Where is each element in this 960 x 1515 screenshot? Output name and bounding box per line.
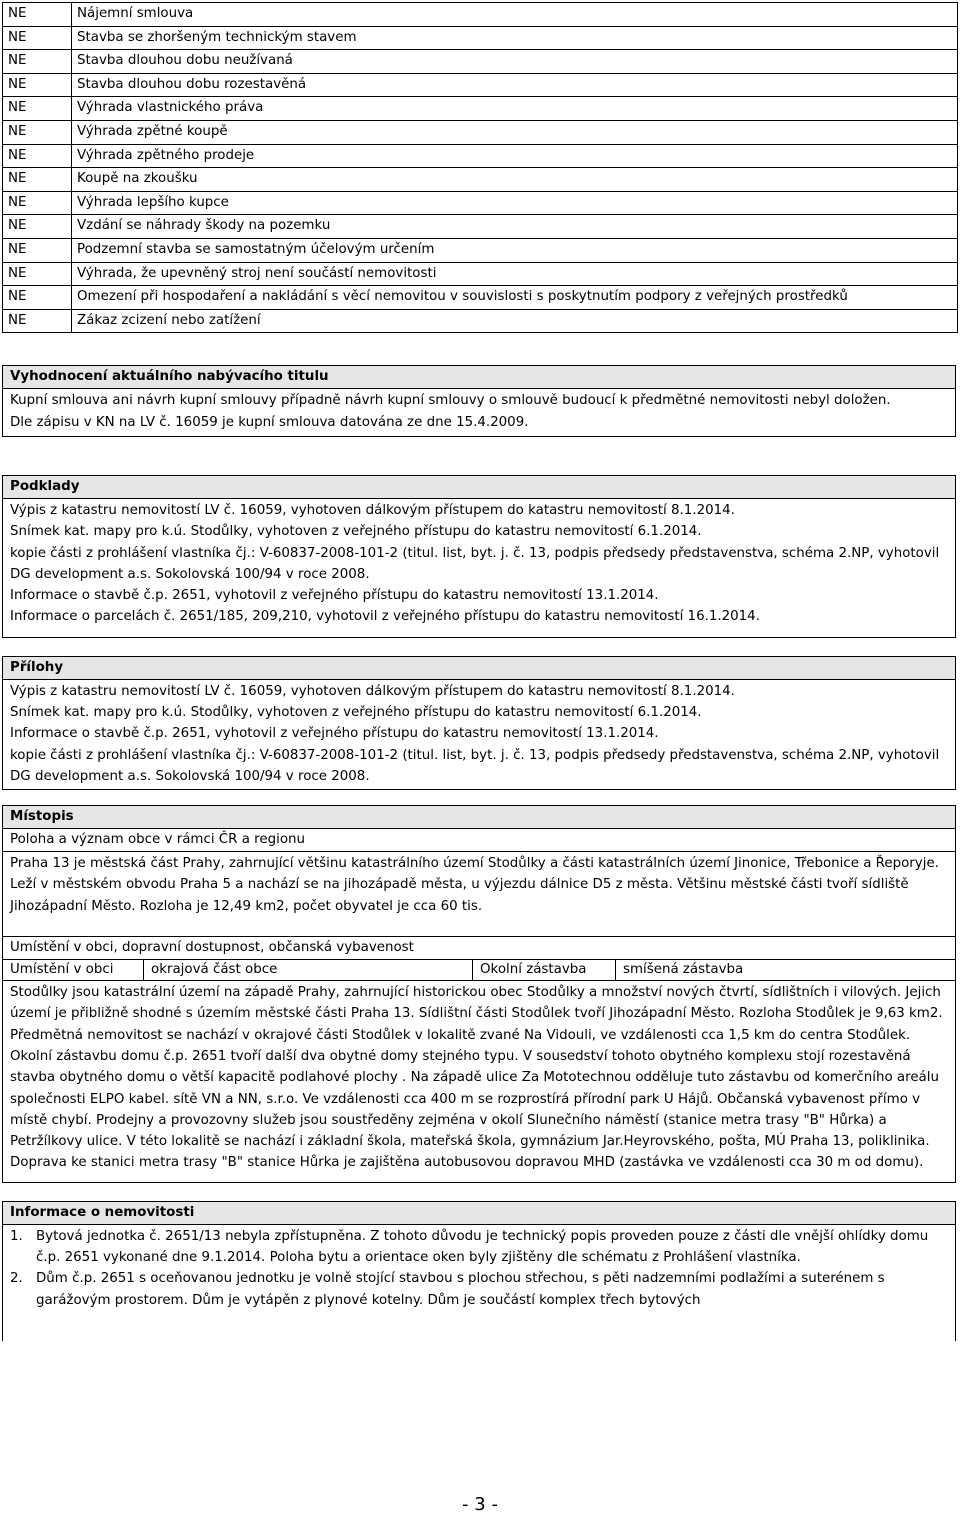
table-row (3, 238, 958, 262)
paragraph: Stodůlky jsou katastrální území na západě Prahy, zahrnující historickou obec Stodůlky a množství nových čtvrtí, sídlištních i vilových. Jejich území je přibližně shodné s územím městské části Praha 13. Sídlištní části Stodůlek tvoří Jihozápadní Město. Rozloha Stodůlek je 9,63 km2. Předmětná nemovitost se nachází v okrajové části Stodůlek v lokalitě zvané Na Vidouli, ve vzdálenosti cca 1,5 km do centra Stodůlek. (10, 985, 943, 1043)
label-cell: Omezení při hospodaření a nakládání s věcí nemovitou v souvislosti s poskytnutím podpory z veřejných prostředků (72, 286, 958, 310)
info-list (10, 1226, 948, 1311)
table-row (3, 97, 958, 121)
table-row (3, 50, 958, 74)
table-row (3, 215, 958, 239)
label-cell: Zákaz zcizení nebo zatížení (72, 309, 958, 333)
table-row (3, 309, 958, 333)
list-text: Bytová jednotka č. 2651/13 nebyla zpřístupněna. Z tohoto důvodu je technický popis proveden pouze z části dle vnější ohlídky domu č.p. 2651 vykonané dne 9.1.2014. Poloha bytu a orientace oken byly zjištěny dle schématu z Prohlášení vlastníka. (36, 1228, 929, 1266)
list-item: Výpis z katastru nemovitostí LV č. 16059, vyhotoven dálkovým přístupem do katastru nemovitostí 8.1.2014. (10, 502, 735, 518)
flag-cell: NE (3, 3, 72, 27)
section-title: Vyhodnocení aktuálního nabývacího titulu (3, 366, 955, 389)
table-row (3, 168, 958, 192)
list-item (10, 1268, 948, 1311)
section-informace (2, 1201, 956, 1341)
table-row (3, 286, 958, 310)
label-cell: Výhrada lepšího kupce (72, 191, 958, 215)
label-cell: Výhrada zpětné koupě (72, 120, 958, 144)
label-cell: Výhrada zpětného prodeje (72, 144, 958, 168)
label-cell: Stavba dlouhou dobu neužívaná (72, 50, 958, 74)
label-cell: Stavba dlouhou dobu rozestavěná (72, 73, 958, 97)
document-page (2, 2, 958, 1341)
paragraph: Kupní smlouva ani návrh kupní smlouvy případně návrh kupní smlouvy o smlouvě budoucí k předmětné nemovitosti nebyl doložen. (10, 393, 891, 409)
paragraph: Okolní zástavbu domu č.p. 2651 tvoří další dva obytné domy stejného typu. V sousedství tohoto obytného komplexu stojí rozestavěná stavba obytného domu o větší kapacitě podlahové plochy . Na západě ulice Za Mototechnou odděluje tuto zástavbu od komerčního areálu společnosti ELPO kabel. sítě VN a NN, s.r.o. Ve vzdálenosti cca 400 m se rozprostírá přírodní park U Hájů. Občanská vybavenost přímo v místě chybí. Prodejny a provozovny služeb jsou soustředěny zejména v okolí Slunečního náměstí (stanice metra trasy "B" Hůrka) a Petržílkovy ulice. V této lokalitě se nachází i základní škola, mateřská škola, gymnázium Jar.Heyrovského, pošta, MÚ Praha 13, poliklinika. Doprava ke stanici metra trasy "B" stanice Hůrka je zajištěna autobusovou dopravou MHD (zastávka ve vzdálenosti cca 30 m od domu). (10, 1048, 939, 1171)
flag-cell: NE (3, 26, 72, 50)
list-item: kopie části z prohlášení vlastníka čj.: V-60837-2008-101-2 (titul. list, byt. j. č. 13, podpis předsedy představenstva, schéma 2.NP, vyhotovil DG development a.s. Sokolovská 100/94 v roce 2008. (10, 747, 940, 784)
section-title: Podklady (3, 476, 955, 499)
label-cell: Stavba se zhoršeným technickým stavem (72, 26, 958, 50)
label-cell: Podzemní stavba se samostatným účelovým určením (72, 238, 958, 262)
label-cell: Výhrada vlastnického práva (72, 97, 958, 121)
label-cell: Výhrada, že upevněný stroj není součástí nemovitosti (72, 262, 958, 286)
flag-cell: NE (3, 309, 72, 333)
label-cell: Nájemní smlouva (72, 3, 958, 27)
section-title: Místopis (3, 806, 955, 829)
table-row (3, 3, 958, 27)
section-podklady (2, 475, 956, 638)
list-item: Informace o stavbě č.p. 2651, vyhotovil z veřejného přístupu do katastru nemovitostí 13.1.2014. (10, 588, 659, 604)
flag-cell: NE (3, 238, 72, 262)
label-cell: Vzdání se náhrady škody na pozemku (72, 215, 958, 239)
table-row (3, 144, 958, 168)
section-subtitle: Umístění v obci, dopravní dostupnost, občanská vybavenost (3, 936, 955, 960)
location-label: Umístění v obci (3, 960, 144, 980)
surroundings-value: smíšená zástavba (623, 962, 744, 978)
section-vyhodnoceni (2, 365, 956, 437)
table-row (3, 120, 958, 144)
flag-cell: NE (3, 73, 72, 97)
list-number: 2. (10, 1271, 23, 1287)
section-subtitle: Poloha a význam obce v rámci ČR a regionu (3, 829, 955, 852)
list-item (10, 1226, 948, 1269)
flag-cell: NE (3, 144, 72, 168)
label-cell: Koupě na zkoušku (72, 168, 958, 192)
list-item: kopie části z prohlášení vlastníka čj.: V-60837-2008-101-2 (titul. list, byt. j. č. 13, podpis předsedy představenstva, schéma 2.NP, vyhotovil DG development a.s. Sokolovská 100/94 v roce 2008. (10, 545, 940, 582)
table-row (3, 191, 958, 215)
section-mistopis (2, 805, 956, 1183)
list-item: Informace o parcelách č. 2651/185, 209,210, vyhotovil z veřejného přístupu do katastru nemovitostí 16.1.2014. (10, 609, 760, 625)
location-value: okrajová část obce (144, 960, 473, 980)
flag-cell: NE (3, 191, 72, 215)
flag-cell: NE (3, 97, 72, 121)
table-row (3, 262, 958, 286)
paragraph: Dle zápisu v KN na LV č. 16059 je kupní smlouva datována ze dne 15.4.2009. (10, 415, 529, 431)
flag-cell: NE (3, 215, 72, 239)
list-item: Výpis z katastru nemovitostí LV č. 16059, vyhotoven dálkovým přístupem do katastru nemovitostí 8.1.2014. (10, 683, 735, 699)
flag-cell: NE (3, 262, 72, 286)
restrictions-table (2, 2, 958, 333)
flag-cell: NE (3, 50, 72, 74)
surroundings-label: Okolní zástavba (473, 960, 616, 980)
location-row (3, 960, 955, 981)
list-item: Informace o stavbě č.p. 2651, vyhotovil z veřejného přístupu do katastru nemovitostí 13.1.2014. (10, 726, 659, 742)
page-number: - 3 - (462, 1494, 498, 1515)
list-item: Snímek kat. mapy pro k.ú. Stodůlky, vyhotoven z veřejného přístupu do katastru nemovitostí 6.1.2014. (10, 704, 702, 720)
flag-cell: NE (3, 286, 72, 310)
paragraph: Praha 13 je městská část Prahy, zahrnující většinu katastrálního území Stodůlky a části katastrálních území Jinonice, Třebonice a Řeporyje. Leží v městském obvodu Praha 5 a nachází se na jihozápadě města, u výjezdu dálnice D5 z města. Většinu městské části tvoří sídliště Jihozápadní Město. Rozloha je 12,49 km2, počet obyvatel je cca 60 tis. (10, 856, 939, 914)
list-number: 1. (10, 1228, 23, 1244)
section-title: Informace o nemovitosti (3, 1202, 955, 1225)
flag-cell: NE (3, 120, 72, 144)
flag-cell: NE (3, 168, 72, 192)
table-row (3, 26, 958, 50)
list-text: Dům č.p. 2651 s oceňovanou jednotku je volně stojící stavbou s plochou střechou, s pěti nadzemními podlažími a suterénem s garážovým prostorem. Dům je vytápěn z plynové kotelny. Dům je součástí komplex třech bytových (36, 1271, 885, 1308)
table-row (3, 73, 958, 97)
section-title: Přílohy (3, 657, 955, 680)
list-item: Snímek kat. mapy pro k.ú. Stodůlky, vyhotoven z veřejného přístupu do katastru nemovitostí 6.1.2014. (10, 524, 702, 540)
section-prilohy (2, 656, 956, 790)
